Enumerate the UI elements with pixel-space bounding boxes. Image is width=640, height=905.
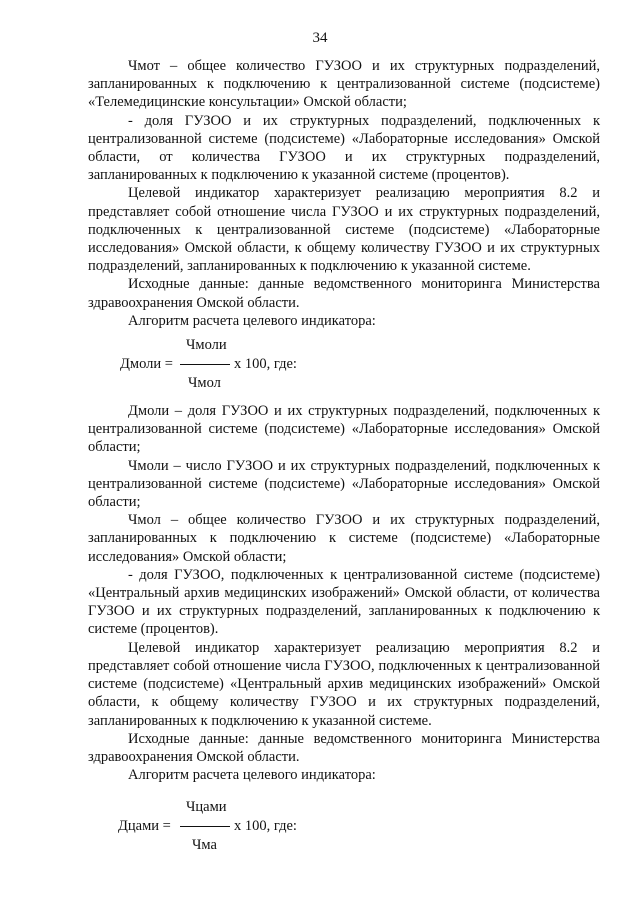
fraction-bar <box>180 826 230 827</box>
formula-numerator: Чмоли <box>186 337 227 354</box>
paragraph-share-archive: - доля ГУЗОО, подключенных к централизованной системе (подсистеме) «Центральный архив медицинских изображений» Омской области, от количества ГУЗОО и их структурных подразделений, запланированных к подключению к системе (процентов). <box>88 566 600 638</box>
paragraph-source-data-2: Исходные данные: данные ведомственного мониторинга Министерства здравоохранения Омской области. <box>88 730 600 765</box>
paragraph-chmoli-def: Чмоли – число ГУЗОО и их структурных подразделений, подключенных к централизованной системе (подсистеме) «Лабораторные исследования» Омской области; <box>88 457 600 511</box>
formula-denominator: Чмол <box>188 375 221 392</box>
formula-denominator: Чма <box>192 837 217 854</box>
formula-rhs: х 100, где: <box>234 356 297 373</box>
document-body <box>88 57 600 864</box>
formula-lhs: Дмоли = <box>120 356 173 373</box>
formula-dcami <box>88 798 600 854</box>
formula-lhs: Дцами = <box>118 818 171 835</box>
paragraph-share-lab: - доля ГУЗОО и их структурных подразделений, подключенных к централизованной системе (подсистеме) «Лабораторные исследования» Омской области, от количества ГУЗОО и их структурных подразделений, запланированных к подключению к указанной системе (процентов). <box>88 112 600 184</box>
fraction-bar <box>180 364 230 365</box>
paragraph-dmoli-def: Дмоли – доля ГУЗОО и их структурных подразделений, подключенных к централизованной системе (подсистеме) «Лабораторные исследования» Омской области; <box>88 403 600 456</box>
formula-rhs: х 100, где: <box>234 818 297 835</box>
paragraph-source-data: Исходные данные: данные ведомственного мониторинга Министерства здравоохранения Омской области. <box>88 276 600 311</box>
paragraph-algorithm-2: Алгоритм расчета целевого индикатора: <box>128 767 376 784</box>
paragraph-chmol-def: Чмол – общее количество ГУЗОО и их структурных подразделений, запланированных к подключению к системе (подсистеме) «Лабораторные исследования» Омской области; <box>88 512 600 565</box>
formula-numerator: Чцами <box>186 799 227 816</box>
paragraph-algorithm: Алгоритм расчета целевого индикатора: <box>128 312 376 329</box>
paragraph-chmot: Чмот – общее количество ГУЗОО и их структурных подразделений, запланированных к подключению к централизованной системе (подсистеме) «Телемедицинские консультации» Омской области; <box>88 58 600 111</box>
page-number: 34 <box>312 30 328 46</box>
paragraph-indicator-archive: Целевой индикатор характеризует реализацию мероприятия 8.2 и представляет собой отношение числа ГУЗОО, подключенных к централизованной системе (подсистеме) «Центральный архив медицинских изображений» Омской области, к общему количеству ГУЗОО и их структурных подразделений, запланированных к подключению к указанной системе. <box>88 639 600 729</box>
formula-dmoli <box>88 336 600 392</box>
paragraph-indicator-lab: Целевой индикатор характеризует реализацию мероприятия 8.2 и представляет собой отношение числа ГУЗОО и их структурных подразделений, подключенных к централизованной системе (подсистеме) «Лабораторные исследования» Омской области, к общему количеству ГУЗОО и их структурных подразделений, запланированных к подключению к указанной системе. <box>88 185 600 275</box>
